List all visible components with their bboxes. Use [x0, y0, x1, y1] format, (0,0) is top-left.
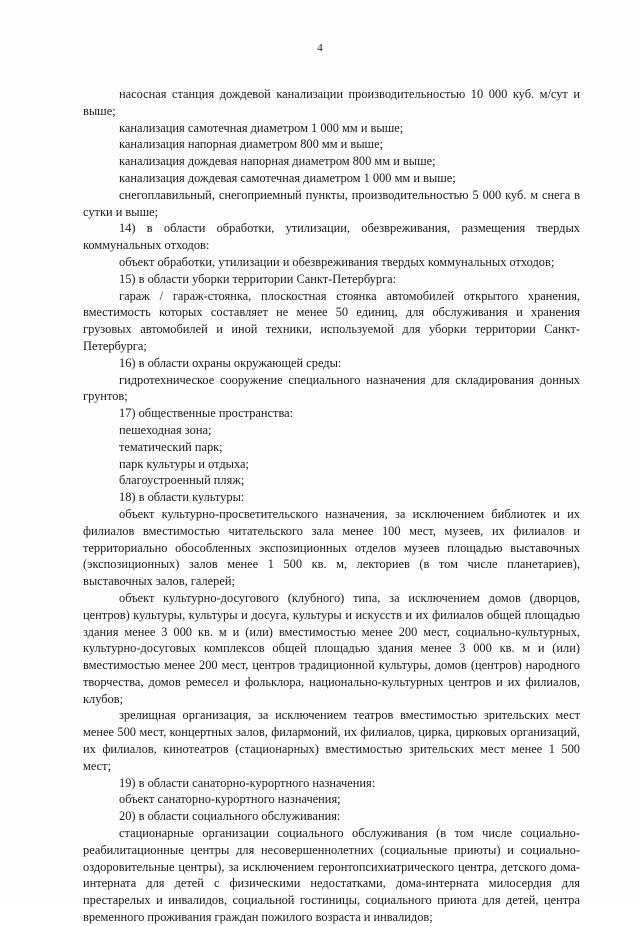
paragraph: гараж / гараж-стоянка, плоскостная стоянка автомобилей открытого хранения, вместимость которых составляет не менее 50 единиц, для обслуживания и хранения грузовых автомобилей и иной техники, используемой для уборки территории Санкт-Петербурга; — [83, 288, 580, 353]
paragraph: пешеходная зона; — [119, 422, 212, 437]
paragraph: тематический парк; — [119, 439, 223, 454]
paragraph: канализация напорная диаметром 800 мм и выше; — [119, 137, 384, 152]
paragraph: 16) в области охраны окружающей среды: — [119, 355, 342, 370]
paragraph: парк культуры и отдыха; — [119, 456, 249, 471]
paragraph: канализация самотечная диаметром 1 000 мм и выше; — [119, 120, 404, 135]
paragraph: 14) в области обработки, утилизации, обезвреживания, размещения твердых коммунальных отходов: — [83, 221, 580, 253]
paragraph: объект обработки, утилизации и обезвреживания твердых коммунальных отходов; — [119, 254, 555, 269]
paragraph: 20) в области социального обслуживания: — [119, 809, 341, 824]
paragraph: объект санаторно-курортного назначения; — [119, 792, 341, 807]
paragraph: объект культурно-просветительского назначения, за исключением библиотек и их филиалов вместимостью читательского зала менее 100 мест, музеев, их филиалов и территориально обособленных экспозиционных отделов музеев площадью выставочных (экспозиционных) залов менее 1 500 кв. м, лекториев (в том числе планетариев), выставочных залов, галерей; — [83, 506, 580, 589]
paragraph: 17) общественные пространства: — [119, 406, 294, 421]
paragraph: стационарные организации социального обслуживания (в том числе социально-реабилитационные центры для несовершеннолетних (социальные приюты) и социально-оздоровительные центры), за исключением геронтопсихиатрического центра, детского дома-интерната для детей с физическими недостатками, дома-интерната милосердия для престарелых и инвалидов, социальной гостиницы, социального приюта для детей, центра временного проживания граждан пожилого возраста и инвалидов; — [83, 826, 580, 925]
paragraph: насосная станция дождевой канализации производительностью 10 000 куб. м/сут и выше; — [83, 87, 580, 118]
paragraph: 18) в области культуры: — [119, 490, 245, 505]
paragraph: объект культурно-досугового (клубного) типа, за исключением домов (дворцов, центров) культуры, культуры и досуга, культуры и искусств и их филиалов общей площадью здания менее 3 000 кв. м и (или) вместимостью менее 200 мест, социально-культурных, культурно-досуговых комплексов общей площадью здания менее 3 000 кв. м и (или) вместимостью менее 200 мест, центров традиционной культуры, домов (центров) народного творчества, домов ремесел и фольклора, национально-культурных центров и их филиалов, клубов; — [83, 590, 580, 706]
paragraph: благоустроенный пляж; — [119, 473, 245, 488]
paragraph: 19) в области санаторно-курортного назначения: — [119, 775, 376, 790]
paragraph: зрелищная организация, за исключением театров вместимостью зрительских мест менее 500 мест, концертных залов, филармоний, их филиалов, цирка, цирковых организаций, их филиалов, кинотеатров (стационарных) вместимостью зрительских мест менее 1 500 мест; — [83, 708, 580, 773]
document-body — [83, 86, 580, 926]
page-number: 4 — [317, 42, 323, 54]
paragraph: канализация дождевая самотечная диаметром 1 000 мм и выше; — [119, 170, 456, 185]
paragraph: 15) в области уборки территории Санкт-Петербурга: — [119, 271, 397, 286]
paragraph: снегоплавильный, снегоприемный пункты, производительностью 5 000 куб. м снега в сутки и выше; — [83, 187, 580, 219]
paragraph: канализация дождевая напорная диаметром 800 мм и выше; — [119, 154, 436, 169]
paragraph: гидротехническое сооружение специального назначения для складирования донных грунтов; — [83, 372, 580, 404]
